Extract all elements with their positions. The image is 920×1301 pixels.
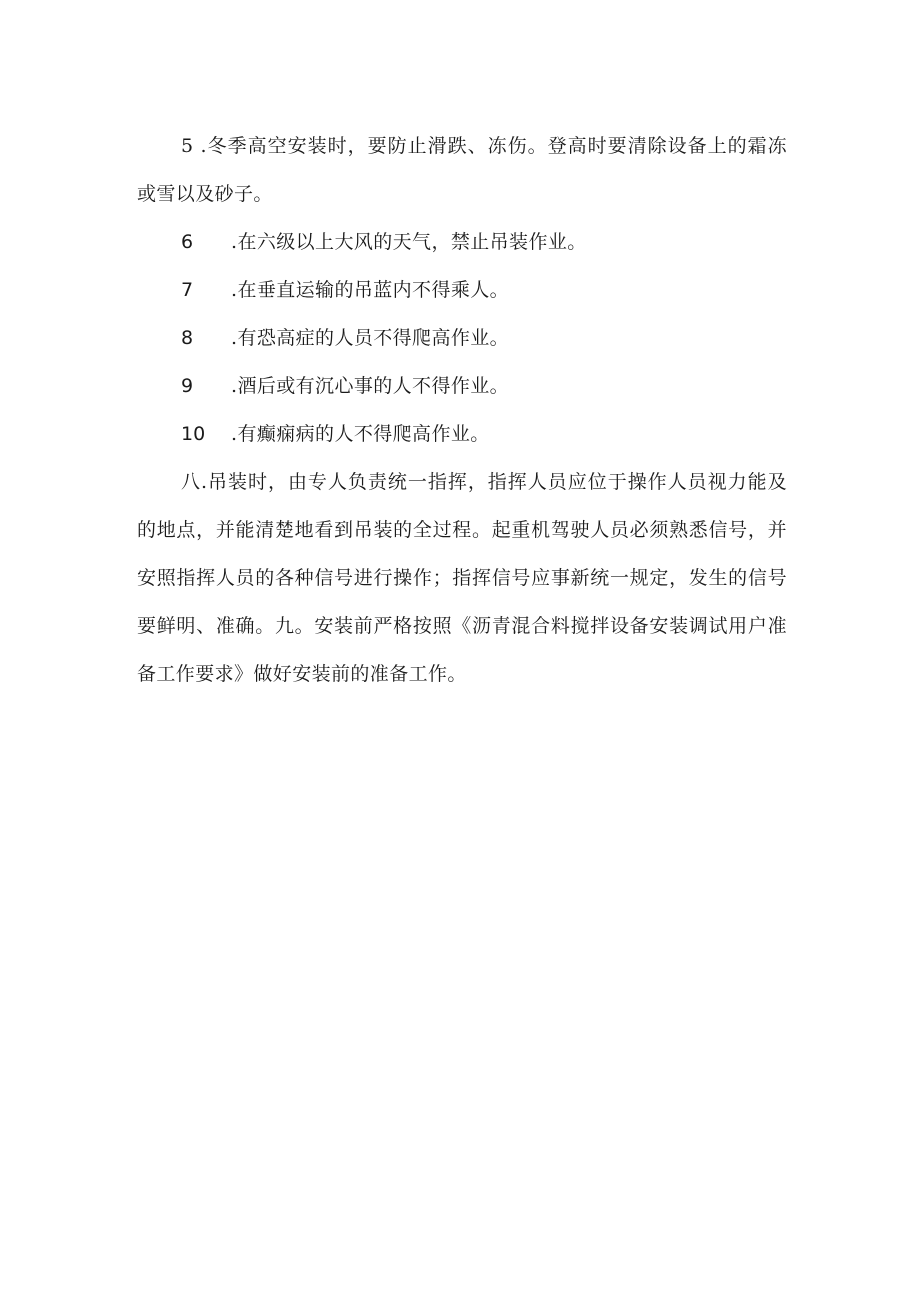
list-item-6 [137, 218, 787, 266]
list-item-text: .酒后或有沉心事的人不得作业。 [231, 375, 510, 397]
section-8-paragraph: 八.吊装时，由专人负责统一指挥，指挥人员应位于操作人员视力能及的地点，并能清楚地看到吊装的全过程。起重机驾驶人员必须熟悉信号，并安照指挥人员的各种信号进行操作；指挥信号应事新统一规定，发生的信号要鲜明、准确。九。安装前严格按照《沥青混合料搅拌设备安装调试用户准备工作要求》做好安装前的准备工作。 [137, 471, 787, 685]
list-item-number: 8 [181, 327, 194, 349]
list-item-9 [137, 362, 787, 410]
list-item-text: .有恐高症的人员不得爬高作业。 [231, 327, 510, 349]
list-item-text: .在六级以上大风的天气，禁止吊装作业。 [231, 231, 587, 253]
list-item-text: .在垂直运输的吊蓝内不得乘人。 [231, 279, 510, 301]
list-item-number: 6 [181, 231, 194, 253]
document-body [137, 122, 787, 698]
list-item-number: 9 [181, 375, 194, 397]
list-item-number: 7 [181, 279, 194, 301]
list-item-number: 10 [181, 423, 206, 445]
list-item-text: .有癫痫病的人不得爬高作业。 [231, 423, 490, 445]
list-item-7 [137, 266, 787, 314]
list-item-10 [137, 410, 787, 458]
list-item-8 [137, 314, 787, 362]
item-5-paragraph: 5 .冬季高空安装时，要防止滑跌、冻伤。登高时要清除设备上的霜冻或雪以及砂子。 [137, 135, 787, 205]
